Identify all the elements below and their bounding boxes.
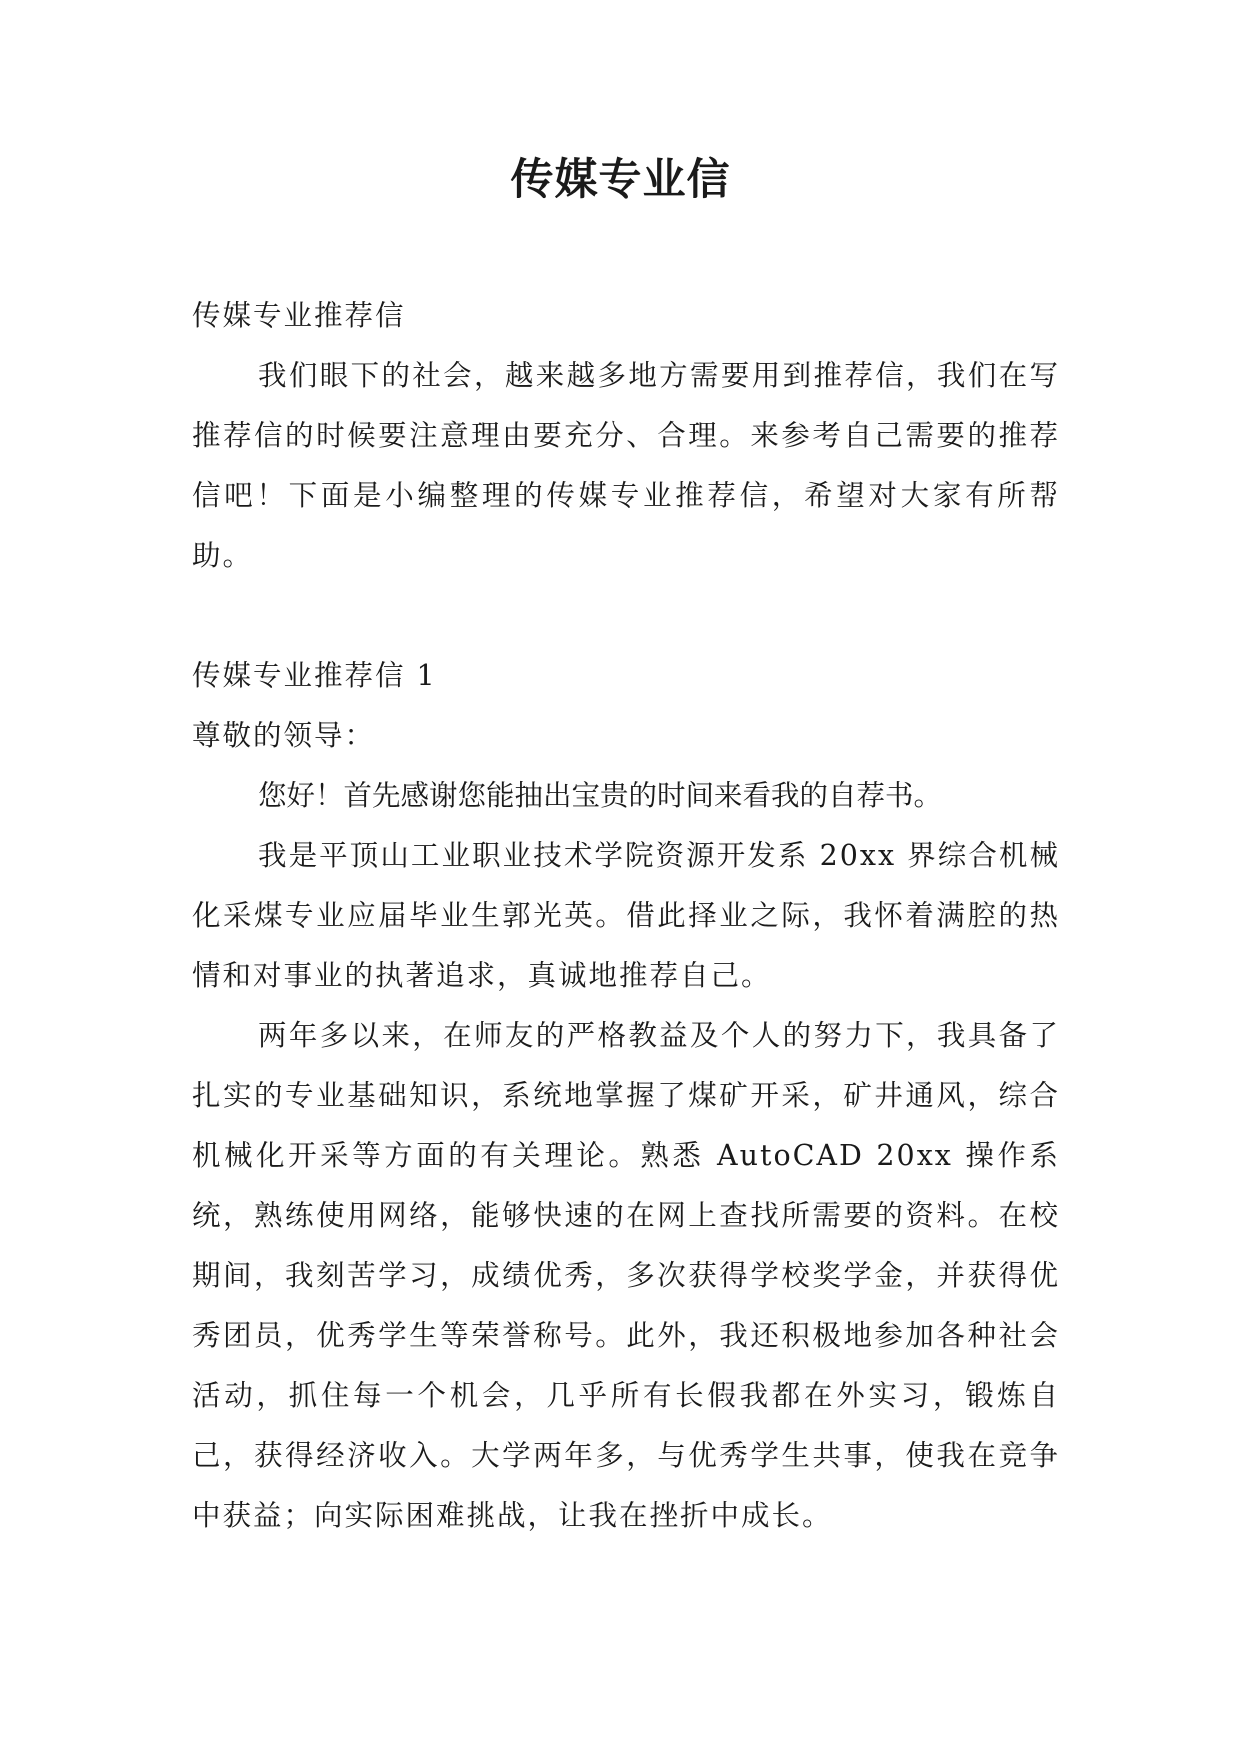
intro-paragraph: 我们眼下的社会，越来越多地方需要用到推荐信，我们在写推荐信的时候要注意理由要充分、合理。来参考自己需要的推荐信吧！下面是小编整理的传媒专业推荐信，希望对大家有所帮助。 [192, 359, 1060, 572]
letter-paragraph-introduction: 我是平顶山工业职业技术学院资源开发系 20xx 界综合机械化采煤专业应届毕业生郭光英。借此择业之际，我怀着满腔的热情和对事业的执著追求，真诚地推荐自己。 [192, 839, 1060, 992]
intro-heading: 传媒专业推荐信 [192, 299, 406, 332]
document-title: 传媒专业信 [510, 155, 731, 205]
letter-heading: 传媒专业推荐信 1 [192, 659, 437, 692]
letter-salutation: 尊敬的领导： [192, 719, 376, 752]
document-body [192, 286, 1060, 1546]
letter-paragraph-greeting: 您好！首先感谢您能抽出宝贵的时间来看我的自荐书。 [258, 779, 943, 812]
letter-paragraph-achievements: 两年多以来，在师友的严格教益及个人的努力下，我具备了扎实的专业基础知识，系统地掌握了煤矿开采，矿井通风，综合机械化开采等方面的有关理论。熟悉 AutoCAD 20xx 操作系统，熟练使用网络，能够快速的在网上查找所需要的资料。在校期间，我刻苦学习，成绩优秀，多次获得学校奖学金，并获得优秀团员，优秀学生等荣誉称号。此外，我还积极地参加各种社会活动，抓住每一个机会，几乎所有长假我都在外实习，锻炼自己，获得经济收入。大学两年多，与优秀学生共事，使我在竞争中获益；向实际困难挑战，让我在挫折中成长。 [192, 1019, 1060, 1532]
